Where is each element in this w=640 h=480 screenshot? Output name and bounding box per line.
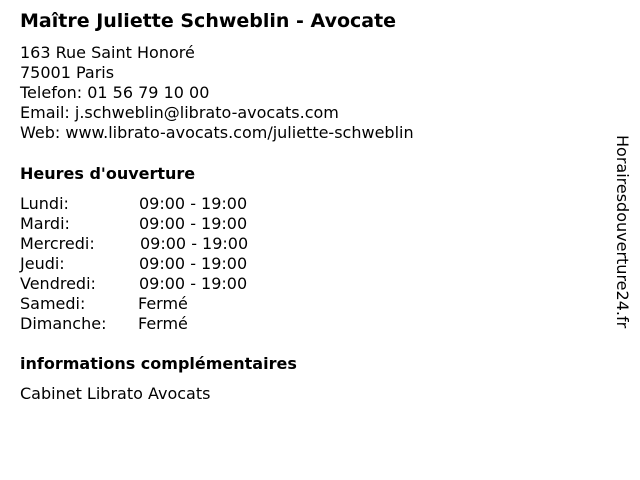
hours-row-mardi bbox=[20, 214, 320, 234]
contact-block bbox=[20, 43, 414, 143]
hours-day: Jeudi: bbox=[20, 254, 65, 273]
hours-table bbox=[20, 194, 320, 334]
hours-row-lundi bbox=[20, 194, 320, 214]
hours-row-samedi bbox=[20, 294, 320, 314]
hours-time: 09:00 - 19:00 bbox=[139, 214, 248, 233]
hours-time: 09:00 - 19:00 bbox=[139, 274, 248, 293]
hours-time: Fermé bbox=[138, 314, 188, 333]
info-text: Cabinet Librato Avocats bbox=[20, 384, 211, 403]
hours-heading: Heures d'ouverture bbox=[20, 164, 196, 183]
hours-time: 09:00 - 19:00 bbox=[140, 234, 249, 253]
hours-row-mercredi bbox=[20, 234, 320, 254]
address-line-1: 163 Rue Saint Honoré bbox=[20, 43, 195, 62]
phone-line: Telefon: 01 56 79 10 00 bbox=[20, 83, 210, 102]
hours-time: 09:00 - 19:00 bbox=[139, 254, 248, 273]
hours-row-jeudi bbox=[20, 254, 320, 274]
info-heading: informations complémentaires bbox=[20, 354, 297, 373]
brand-side-label: Horairesdouverture24.fr bbox=[613, 135, 632, 329]
hours-row-vendredi bbox=[20, 274, 320, 294]
hours-day: Dimanche: bbox=[20, 314, 107, 333]
email-line: Email: j.schweblin@librato-avocats.com bbox=[20, 103, 339, 122]
address-line-2: 75001 Paris bbox=[20, 63, 115, 82]
web-line: Web: www.librato-avocats.com/juliette-schweblin bbox=[20, 123, 414, 142]
hours-row-dimanche bbox=[20, 314, 320, 334]
hours-day: Vendredi: bbox=[20, 274, 96, 293]
business-title: Maître Juliette Schweblin - Avocate bbox=[20, 10, 397, 32]
hours-day: Mardi: bbox=[20, 214, 70, 233]
hours-day: Mercredi: bbox=[20, 234, 95, 253]
hours-day: Lundi: bbox=[20, 194, 69, 213]
hours-day: Samedi: bbox=[20, 294, 86, 313]
hours-time: Fermé bbox=[138, 294, 188, 313]
hours-time: 09:00 - 19:00 bbox=[139, 194, 248, 213]
